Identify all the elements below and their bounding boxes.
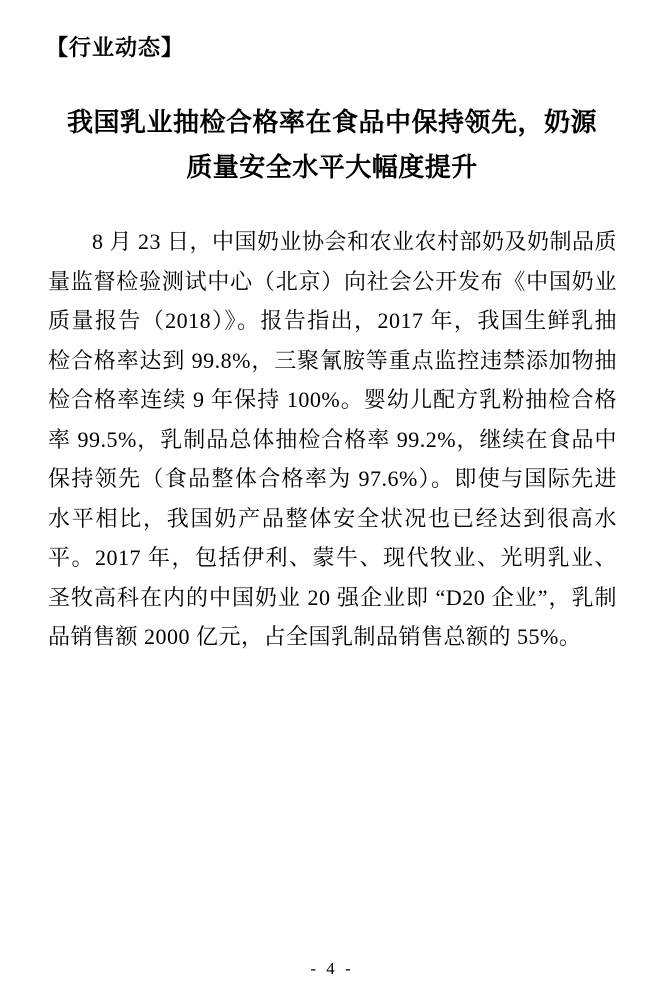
section-tag: 【行业动态】 (46, 35, 185, 60)
body-paragraph: 8 月 23 日，中国奶业协会和农业农村部奶及奶制品质量监督检验测试中心（北京）向社会公开发布《中国奶业质量报告（2018）》。报告指出，2017 年，我国生鲜乳抽检合格率达到 99.8%，三聚氰胺等重点监控违禁添加物抽检合格率连续 9 年保持 100%。婴幼儿配方乳粉抽检合格率 99.5%，乳制品总体抽检合格率 99.2%，继续在食品中保持领先（食品整体合格率为 97.6%）。即使与国际先进水平相比，我国奶产品整体安全状况也已经达到很高水平。2017 年，包括伊利、蒙牛、现代牧业、光明乳业、圣牧高科在内的中国奶业 20 强企业即 “D20 企业”，乳制品销售额 2000 亿元，占全国乳制品销售总额的 55%。 (48, 229, 618, 649)
article-title-line-2: 质量安全水平大幅度提升 (186, 153, 478, 182)
article-title (48, 100, 616, 190)
article-title-line-1: 我国乳业抽检合格率在食品中保持领先，奶源 (66, 108, 597, 137)
page-number: - 4 - (310, 959, 354, 978)
